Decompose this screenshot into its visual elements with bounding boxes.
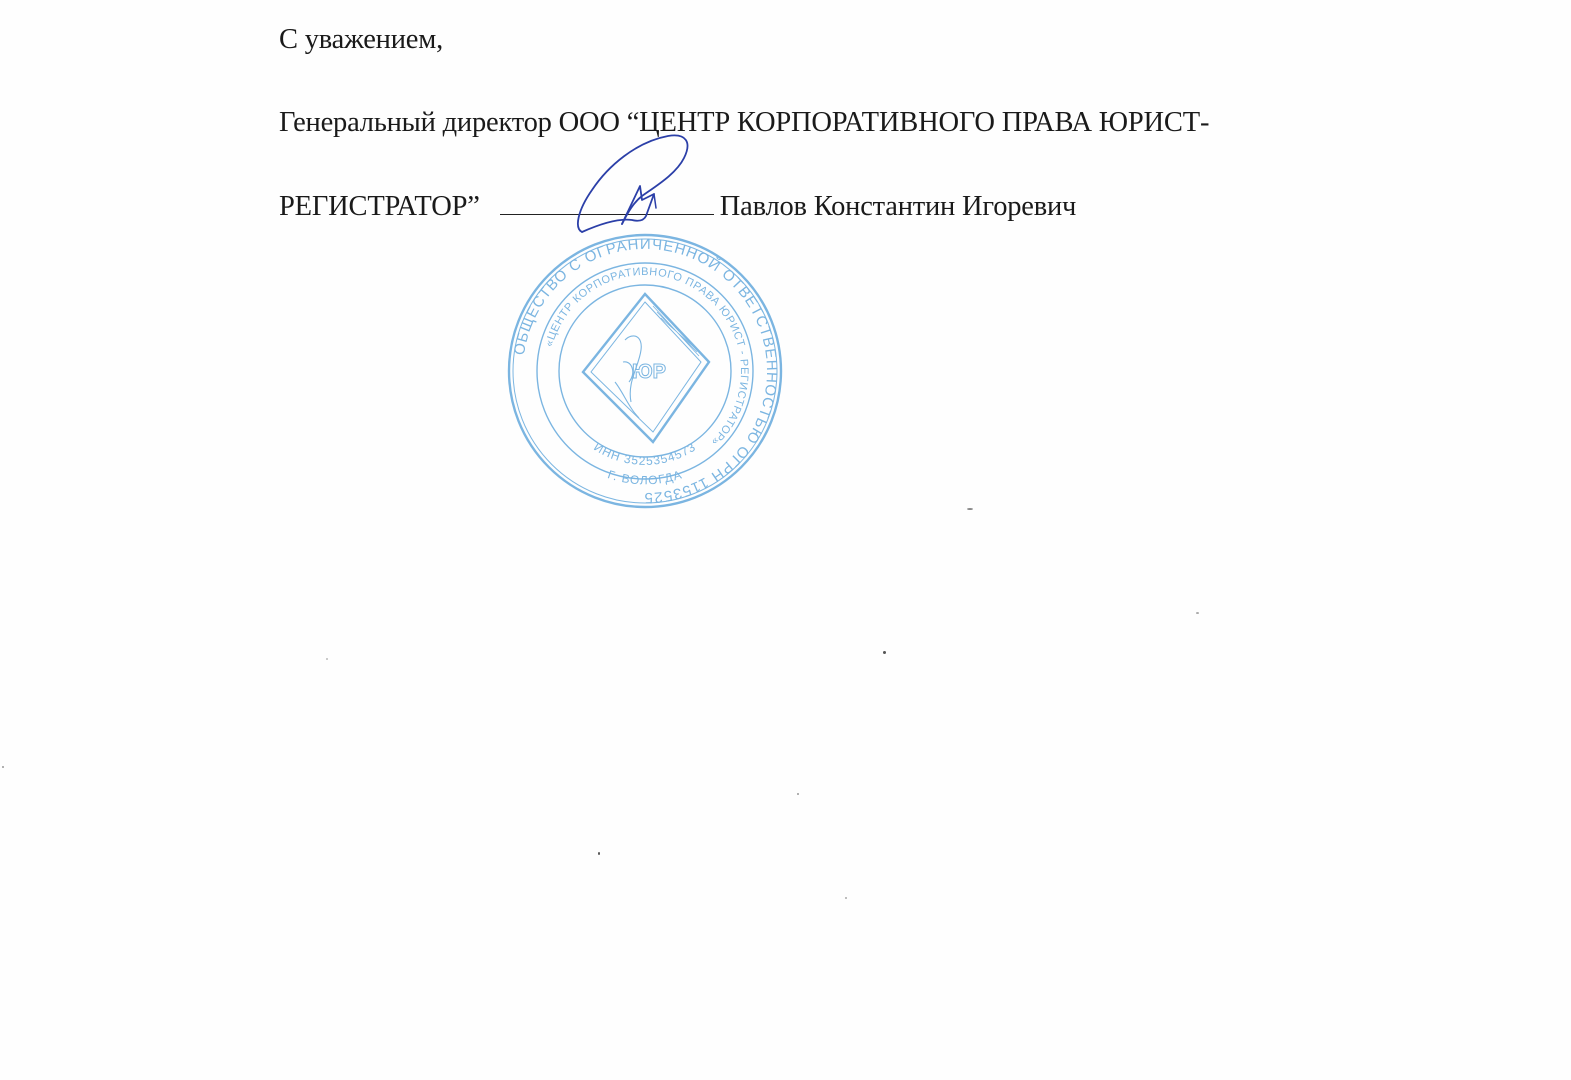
stamp-inner-text: «ЦЕНТР КОРПОРАТИВНОГО ПРАВА ЮРИСТ - РЕГИСТРАТОР» bbox=[543, 265, 751, 448]
stamp-inn-text: ИНН 3525354573 bbox=[591, 439, 699, 468]
scan-speck bbox=[797, 793, 799, 795]
scan-speck bbox=[598, 852, 600, 855]
scan-speck bbox=[1196, 612, 1199, 614]
scan-speck bbox=[967, 508, 973, 510]
signatory-name: Павлов Константин Игоревич bbox=[719, 191, 1077, 222]
signatory-title-line1: Генеральный директор ООО “ЦЕНТР КОРПОРАТИВНОГО ПРАВА ЮРИСТ- bbox=[279, 107, 1210, 138]
stamp-city-text: Г. ВОЛОГДА bbox=[605, 467, 684, 488]
signature-line bbox=[279, 188, 1076, 223]
greeting-text: С уважением, bbox=[279, 24, 443, 55]
scan-speck bbox=[2, 766, 4, 768]
stamp-middle-ring bbox=[537, 263, 753, 479]
scan-speck bbox=[845, 897, 847, 899]
signatory-title-line2: РЕГИСТРАТОР” bbox=[279, 191, 480, 222]
signature-blank bbox=[500, 188, 714, 215]
stamp-outer-text: ОБЩЕСТВО С ОГРАНИЧЕННОЙ ОТВЕТСТВЕННОСТЬЮ ОГРН 1153525 bbox=[510, 235, 781, 507]
stamp-emblem-letters: ЮР bbox=[632, 361, 666, 383]
company-stamp bbox=[503, 232, 787, 510]
stamp-inner-ring bbox=[559, 285, 731, 457]
stamp-emblem bbox=[583, 294, 709, 442]
scan-speck bbox=[326, 658, 328, 660]
stamp-outer-ring bbox=[509, 235, 781, 507]
stamp-outer-ring-thin bbox=[513, 239, 777, 503]
scan-speck bbox=[883, 651, 886, 654]
